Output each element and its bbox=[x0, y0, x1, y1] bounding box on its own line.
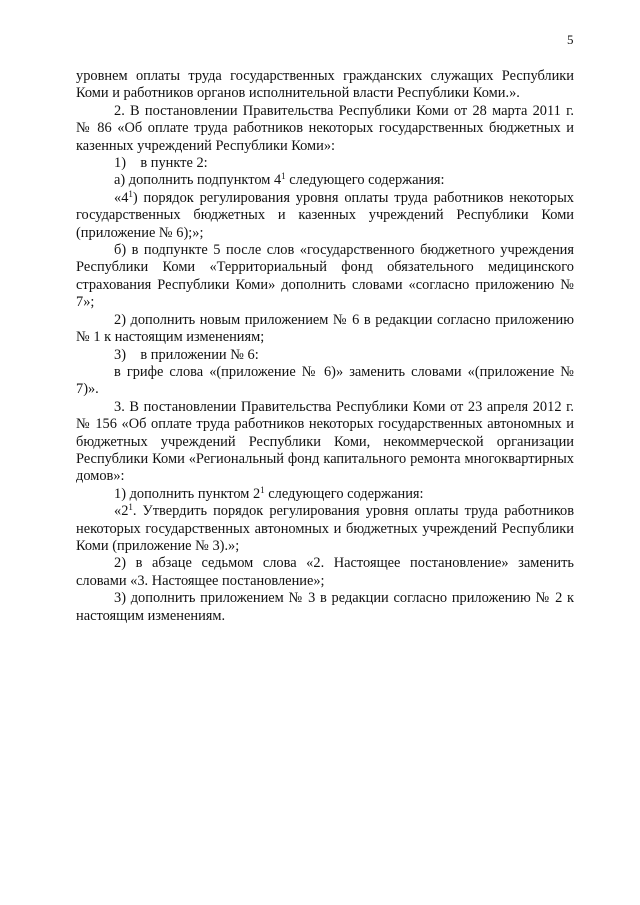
paragraph-item-3-b: 3) дополнить приложением № 3 в редакции согласно приложению № 2 к настоящим изменениям. bbox=[76, 590, 574, 624]
superscript: 1 bbox=[128, 502, 133, 513]
text-fragment: следующего содержания: bbox=[285, 172, 445, 189]
paragraph-item-2-b: 2) в абзаце седьмом слова «2. Настоящее постановление» заменить словами «3. Настоящее постановление»; bbox=[76, 555, 574, 589]
paragraph-item-2: 2) дополнить новым приложением № 6 в редакции согласно приложению № 1 к настоящим изменениям; bbox=[76, 311, 574, 346]
document-body bbox=[76, 68, 574, 625]
paragraph-item-1: 1) в пункте 2: bbox=[114, 155, 208, 172]
paragraph-item-1-b bbox=[76, 486, 574, 503]
text-fragment: следующего содержания: bbox=[264, 485, 424, 502]
paragraph-grif-change: в грифе слова «(приложение № 6)» заменить словами «(приложение № 7)». bbox=[76, 363, 574, 398]
paragraph-amendment-2: 2. В постановлении Правительства Республики Коми от 28 марта 2011 г. № 86 «Об оплате труда работников некоторых государственных бюджетных и казенных учреждений Республики Коми»: bbox=[76, 102, 574, 154]
text-fragment: «2 bbox=[114, 503, 129, 520]
text-fragment: а) дополнить подпунктом 4 bbox=[114, 172, 282, 189]
text-fragment: «4 bbox=[114, 189, 129, 206]
text-fragment: ) порядок регулирования уровня оплаты труда работников некоторых государственных бюджетных и казенных учреждений Республики Коми (приложение № 6);»; bbox=[76, 189, 574, 241]
paragraph-amendment-3: 3. В постановлении Правительства Республики Коми от 23 апреля 2012 г. № 156 «Об оплате труда работников некоторых государственных автономных и бюджетных учреждений Республики Коми, некоммерческой организации Республики Коми «Региональный фонд капитального ремонта многоквартирных домов»: bbox=[76, 398, 574, 485]
superscript: 1 bbox=[260, 484, 265, 495]
superscript: 1 bbox=[281, 171, 286, 182]
text-fragment: 1) дополнить пунктом 2 bbox=[114, 485, 261, 502]
page-number: 5 bbox=[567, 32, 574, 47]
paragraph-quote-4-1 bbox=[76, 190, 574, 242]
superscript: 1 bbox=[128, 188, 133, 199]
paragraph-continuation: уровнем оплаты труда государственных гражданских служащих Республики Коми и работников органов исполнительной власти Республики Коми.». bbox=[76, 68, 574, 102]
text-fragment: . Утвердить порядок регулирования уровня оплаты труда работников некоторых государственных автономных и бюджетных учреждений Республики Коми (приложение № 3).»; bbox=[76, 503, 574, 554]
paragraph-subitem-a bbox=[76, 172, 574, 189]
paragraph-subitem-b: б) в подпункте 5 после слов «государственного бюджетного учреждения Республики Коми «Территориальный фонд обязательного медицинского страхования Республики Коми» дополнить словами «согласно приложению № 7»; bbox=[76, 242, 574, 311]
paragraph-item-3: 3) в приложении № 6: bbox=[114, 346, 259, 363]
paragraph-quote-2-1 bbox=[76, 503, 574, 555]
